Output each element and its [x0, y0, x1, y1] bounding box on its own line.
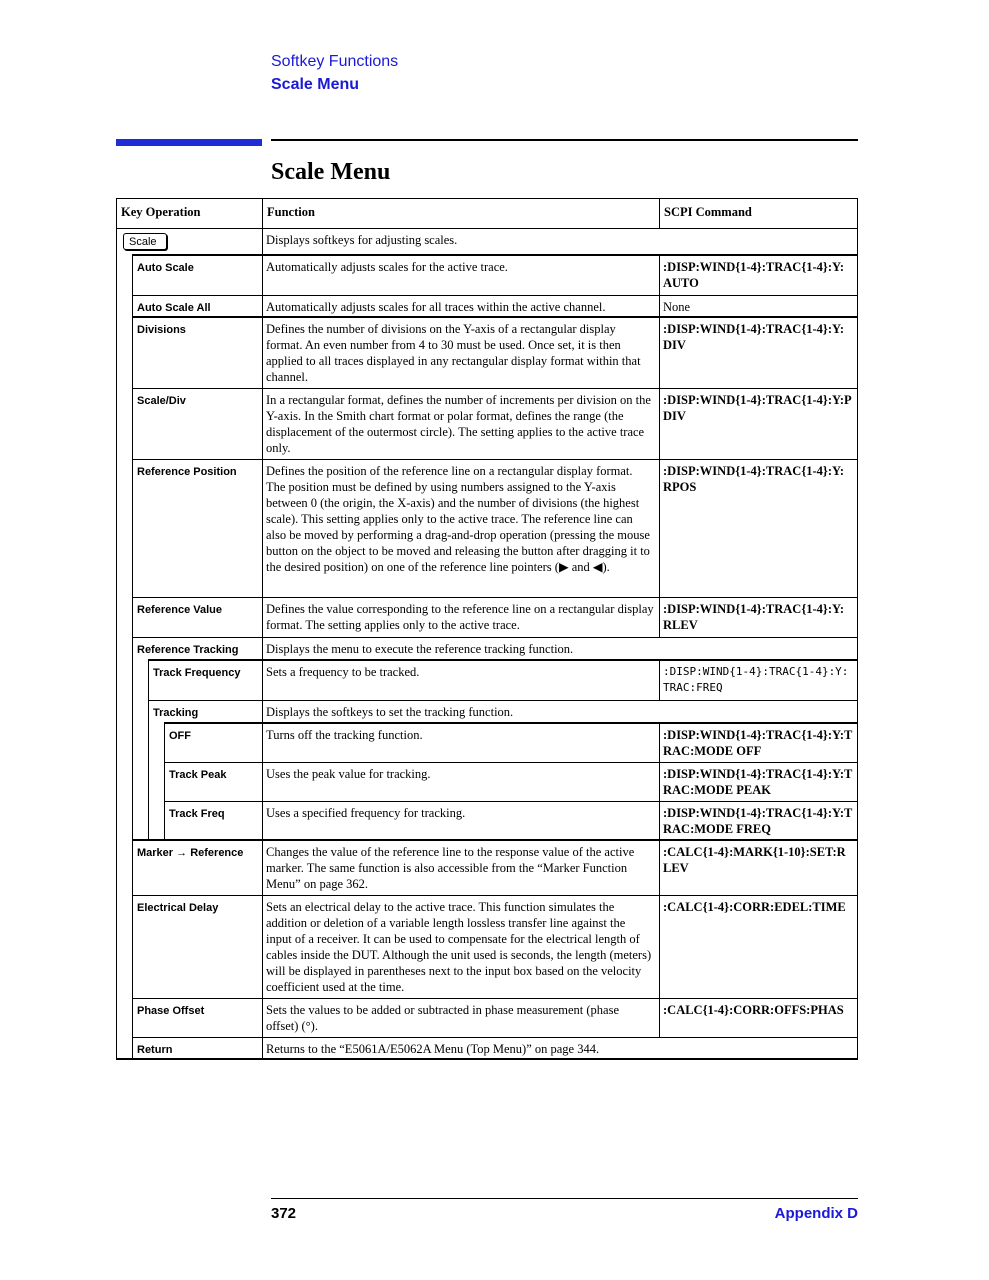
softkey-track-frequency[interactable]: Track Frequency: [153, 667, 241, 679]
row-divider: [148, 700, 858, 701]
row-divider: [164, 762, 858, 763]
scpi-reference-value: :DISP:WIND{1-4}:TRAC{1-4}:Y:RLEV: [663, 602, 845, 632]
softkey-reference-value[interactable]: Reference Value: [137, 604, 222, 616]
row-divider: [132, 839, 858, 841]
row-divider: [116, 228, 858, 229]
scpi-divisions: :DISP:WIND{1-4}:TRAC{1-4}:Y:DIV: [663, 322, 845, 352]
softkey-scale-div[interactable]: Scale/Div: [137, 395, 186, 407]
hardkey-function: Displays softkeys for adjusting scales.: [266, 233, 458, 247]
scpi-reference-position: :DISP:WIND{1-4}:TRAC{1-4}:Y:RPOS: [663, 464, 845, 494]
function-tracking-off: Turns off the tracking function.: [266, 728, 423, 742]
row-divider: [132, 254, 858, 256]
function-reference-position: Defines the position of the reference line on a rectangular display format. The position must be defined by using numbers assigned to the Y-axis between 0 (the origin, the X-axis) and the number of divisions (the highest scale). This setting applies only to the active trace. The reference line can also be moved by performing a drag-and-drop operation (pressing the mouse button on the object to be moved and releasing the button after dragging it to the desired position) on one of the reference line pointers (▶ and ◀).: [266, 464, 650, 574]
scpi-electrical-delay: :CALC{1-4}:CORR:EDEL:TIME: [663, 900, 846, 914]
row-divider: [132, 637, 858, 638]
function-return: Returns to the “E5061A/E5062A Menu (Top Menu)” on page 344.: [266, 1042, 600, 1056]
softkey-track-peak[interactable]: Track Peak: [169, 769, 227, 781]
row-divider: [132, 1037, 858, 1038]
table-border: [116, 1058, 858, 1060]
row-divider: [132, 597, 858, 598]
scpi-auto-scale-all: None: [663, 300, 691, 314]
function-track-frequency: Sets a frequency to be tracked.: [266, 665, 420, 679]
softkey-divisions[interactable]: Divisions: [137, 324, 186, 336]
scpi-scale-div: :DISP:WIND{1-4}:TRAC{1-4}:Y:PDIV: [663, 393, 852, 423]
softkey-auto-scale[interactable]: Auto Scale: [137, 262, 194, 274]
page-title: Scale Menu: [271, 159, 391, 185]
scale-menu-table: [116, 198, 858, 1060]
indent-line: [132, 255, 133, 1060]
table-border: [116, 198, 858, 199]
table-border: [857, 198, 858, 1060]
row-divider: [148, 659, 858, 661]
running-header-section: Softkey Functions: [271, 53, 399, 70]
column-header-scpi-command: SCPI Command: [664, 205, 752, 219]
function-tracking: Displays the softkeys to set the tracking function.: [266, 705, 514, 719]
column-header-function: Function: [267, 205, 315, 219]
scpi-track-peak: :DISP:WIND{1-4}:TRAC{1-4}:Y:TRAC:MODE PEAK: [663, 767, 853, 797]
row-divider: [132, 295, 858, 296]
column-divider: [262, 198, 263, 1060]
function-track-peak: Uses the peak value for tracking.: [266, 767, 431, 781]
softkey-return[interactable]: Return: [137, 1044, 173, 1056]
column-divider: [659, 198, 660, 228]
scpi-auto-scale: :DISP:WIND{1-4}:TRAC{1-4}:Y:AUTO: [663, 260, 845, 290]
function-marker-reference: Changes the value of the reference line to the response value of the active marker. The same function is also accessible from the “Marker Function Menu” on page 362.: [266, 845, 635, 891]
softkey-auto-scale-all[interactable]: Auto Scale All: [137, 302, 211, 314]
function-auto-scale-all: Automatically adjusts scales for all traces within the active channel.: [266, 300, 606, 314]
table-border: [116, 198, 117, 1060]
column-divider: [659, 723, 660, 1037]
scpi-tracking-off: :DISP:WIND{1-4}:TRAC{1-4}:Y:TRAC:MODE OFF: [663, 728, 853, 758]
function-auto-scale: Automatically adjusts scales for the active trace.: [266, 260, 508, 274]
function-divisions: Defines the number of divisions on the Y-axis of a rectangular display format. An even number from 4 to 30 must be used. Once set, it is then applied to all traces displayed in any rectangular display format within that channel.: [266, 322, 641, 384]
function-reference-value: Defines the value corresponding to the reference line on a rectangular display format. The setting applies only to the active trace.: [266, 602, 654, 632]
column-divider: [659, 660, 660, 700]
indent-line: [164, 723, 165, 840]
softkey-electrical-delay[interactable]: Electrical Delay: [137, 902, 219, 914]
scale-hardkey-button[interactable]: Scale: [123, 233, 167, 250]
page-number: 372: [271, 1205, 297, 1222]
function-phase-offset: Sets the values to be added or subtracted in phase measurement (phase offset) (°).: [266, 1003, 620, 1033]
softkey-reference-tracking[interactable]: Reference Tracking: [137, 644, 239, 656]
function-track-freq: Uses a specified frequency for tracking.: [266, 806, 466, 820]
row-divider: [164, 801, 858, 802]
row-divider: [132, 459, 858, 460]
function-scale-div: In a rectangular format, defines the number of increments per division on the Y-axis. In the Smith chart format or polar format, defines the range (the displacement of the outermost circle). The setting applies to the active trace only.: [266, 393, 651, 455]
column-header-key-operation: Key Operation: [121, 205, 201, 219]
column-divider: [659, 255, 660, 637]
header-rule: [271, 139, 858, 141]
row-divider: [132, 895, 858, 896]
scpi-phase-offset: :CALC{1-4}:CORR:OFFS:PHAS: [663, 1003, 844, 1017]
row-divider: [132, 388, 858, 389]
softkey-reference-position[interactable]: Reference Position: [137, 466, 237, 478]
footer-rule: [271, 1198, 858, 1199]
scpi-marker-reference: :CALC{1-4}:MARK{1-10}:SET:RLEV: [663, 845, 846, 875]
softkey-phase-offset[interactable]: Phase Offset: [137, 1005, 205, 1017]
softkey-track-freq[interactable]: Track Freq: [169, 808, 225, 820]
scpi-track-freq: :DISP:WIND{1-4}:TRAC{1-4}:Y:TRAC:MODE FREQ: [663, 806, 853, 836]
function-electrical-delay: Sets an electrical delay to the active trace. This function simulates the addition or deletion of a variable length lossless transfer line against the input of a receiver. It can be used to compensate for the electrical length of cables inside the DUT. Although the unit used is seconds, the length (meters) will be displayed in parentheses next to the input box based on the velocity coefficient used at the time.: [266, 900, 652, 994]
row-divider: [132, 998, 858, 999]
softkey-marker-reference[interactable]: Marker → Reference: [137, 847, 244, 859]
section-accent-bar: [116, 139, 262, 146]
row-divider: [164, 722, 858, 724]
function-reference-tracking: Displays the menu to execute the reference tracking function.: [266, 642, 574, 656]
appendix-label: Appendix D: [774, 1205, 858, 1222]
scpi-track-frequency: :DISP:WIND{1-4}:TRAC{1-4}:Y:TRAC:FREQ: [663, 665, 849, 694]
softkey-tracking-off[interactable]: OFF: [169, 730, 191, 742]
row-divider: [132, 316, 858, 318]
softkey-tracking[interactable]: Tracking: [153, 707, 199, 719]
running-header-chapter: Scale Menu: [271, 76, 360, 93]
indent-line: [148, 660, 149, 840]
